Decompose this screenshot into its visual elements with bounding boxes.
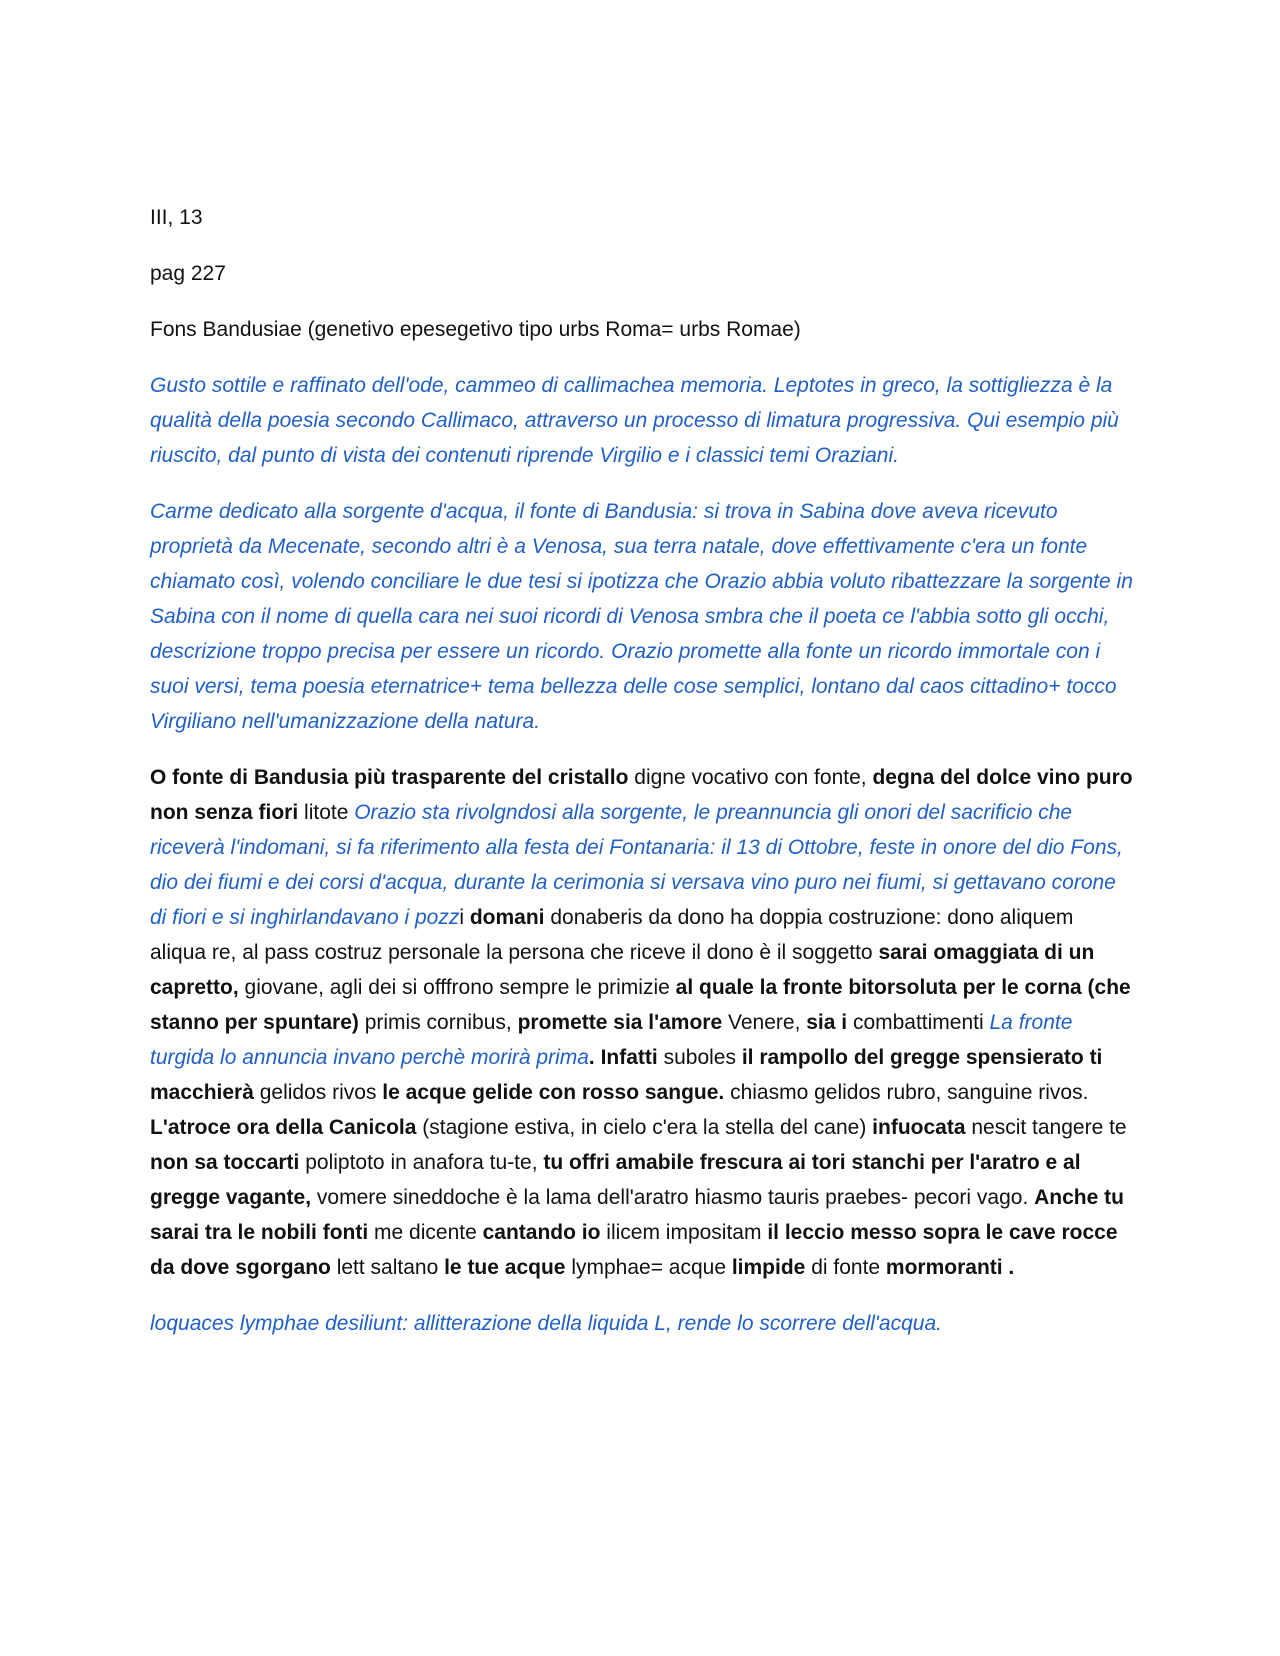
context-paragraph: Carme dedicato alla sorgente d'acqua, il fonte di Bandusia: si trova in Sabina dove aveva ricevuto proprietà da Mecenate, secondo altri è a Venosa, sua terra natale, dove effettivamente c'era un fonte chiamato così, volendo conciliare le due tesi si ipotizza che Orazio abbia voluto ribattezzare la sorgente in Sabina con il nome di quella cara nei suoi ricordi di Venosa smbra che il poeta ce l'abbia sotto gli occhi, descrizione troppo precisa per essere un ricordo. Orazio promette alla fonte un ricordo immortale con i suoi versi, tema poesia eternatrice+ tema bellezza delle cose semplici, lontano dal caos cittadino+ tocco Virgiliano nell'umanizzazione della natura. (150, 500, 1133, 733)
note-text: (stagione estiva, in cielo c'era la stella del cane) (416, 1116, 873, 1139)
translation-text: le acque gelide con rosso sangue. (382, 1081, 725, 1104)
page-number: pag 227 (150, 262, 226, 285)
translation-text: non sa toccarti (150, 1151, 300, 1174)
commentary-text: Orazio sta rivolgndosi alla sorgente, le preannuncia gli onori del sacrificio che riceverà l'indomani, si fa riferimento alla festa dei Fontanaria: il 13 di Ottobre, feste in onore del dio Fons, dio dei fiumi e dei corsi d'acqua, durante la cerimonia si versava vino puro nei fiumi, si gettavano corone di fiori e si inghirlandavano i pozz (150, 801, 1123, 929)
document-page (150, 200, 1135, 1362)
translation-text: L'atroce ora della Canicola (150, 1116, 417, 1139)
translation-text: tu offri amabile frescura ai tori stanchi per l'aratro e al gregge vagante, (150, 1151, 1081, 1209)
note-text: primis cornibus, (358, 1011, 518, 1034)
note-text: combattimenti (847, 1011, 990, 1034)
note-text: poliptoto in anafora tu-te, (299, 1151, 544, 1174)
translation-text: il leccio messo sopra le cave rocce da dove sgorgano (150, 1221, 1118, 1279)
note-text: donaberis da dono ha doppia costruzione: dono aliquem aliqua re, al pass costruz personale la persona che riceve il dono è il soggetto (150, 906, 1074, 964)
note-text: lett saltano (330, 1256, 445, 1279)
translation-text: degna del dolce vino puro non senza fiori (150, 766, 1133, 824)
note-text: me dicente (368, 1221, 483, 1244)
translation-text: infuocata (872, 1116, 966, 1139)
note-text: nescit tangere te (965, 1116, 1127, 1139)
note-text: gelidos rivos (253, 1081, 383, 1104)
commentary-text: La fronte turgida lo annuncia invano perchè morirà prima (150, 1011, 1073, 1069)
note-text: giovane, agli dei si offfrono sempre le primizie (238, 976, 676, 999)
note-text: ilicem impositam (600, 1221, 768, 1244)
note-text: i (459, 906, 470, 929)
note-text: vomere sineddoche è la lama dell'aratro hiasmo tauris praebes- pecori vago. (311, 1186, 1035, 1209)
note-text: digne vocativo con fonte, (628, 766, 873, 789)
translation-text: Anche tu sarai tra le nobili fonti (150, 1186, 1124, 1244)
closing-note: loquaces lymphae desiliunt: allitterazione della liquida L, rende lo scorrere dell'acqua. (150, 1312, 942, 1335)
translation-analysis-paragraph (150, 760, 1135, 1285)
note-text: suboles (657, 1046, 742, 1069)
ode-title: Fons Bandusiae (genetivo epesegetivo tipo urbs Roma= urbs Romae) (150, 318, 801, 341)
translation-text: mormoranti . (885, 1256, 1015, 1279)
translation-text: O fonte di Bandusia più trasparente del cristallo (150, 766, 629, 789)
note-text: litote (298, 801, 355, 824)
note-text: Venere, (722, 1011, 807, 1034)
translation-text: il rampollo del gregge spensierato ti macchierà (150, 1046, 1103, 1104)
translation-text: sia i (806, 1011, 848, 1034)
translation-text: limpide (731, 1256, 806, 1279)
translation-text: le tue acque (444, 1256, 566, 1279)
note-text: chiasmo gelidos rubro, sanguine rivos. (724, 1081, 1089, 1104)
translation-text: sarai omaggiata di un capretto, (150, 941, 1095, 999)
translation-text: al quale la fronte bitorsoluta per le corna (che stanno per spuntare) (150, 976, 1131, 1034)
translation-text: cantando io (482, 1221, 601, 1244)
translation-text: domani (469, 906, 545, 929)
note-text: lymphae= acque (565, 1256, 732, 1279)
note-text: di fonte (805, 1256, 886, 1279)
intro-paragraph: Gusto sottile e raffinato dell'ode, cammeo di callimachea memoria. Leptotes in greco, la sottigliezza è la qualità della poesia secondo Callimaco, attraverso un processo di limatura progressiva. Qui esempio più riuscito, dal punto di vista dei contenuti riprende Virgilio e i classici temi Oraziani. (150, 374, 1119, 467)
translation-text: promette sia l'amore (517, 1011, 723, 1034)
ode-reference: III, 13 (150, 206, 203, 229)
translation-text: . Infatti (588, 1046, 658, 1069)
